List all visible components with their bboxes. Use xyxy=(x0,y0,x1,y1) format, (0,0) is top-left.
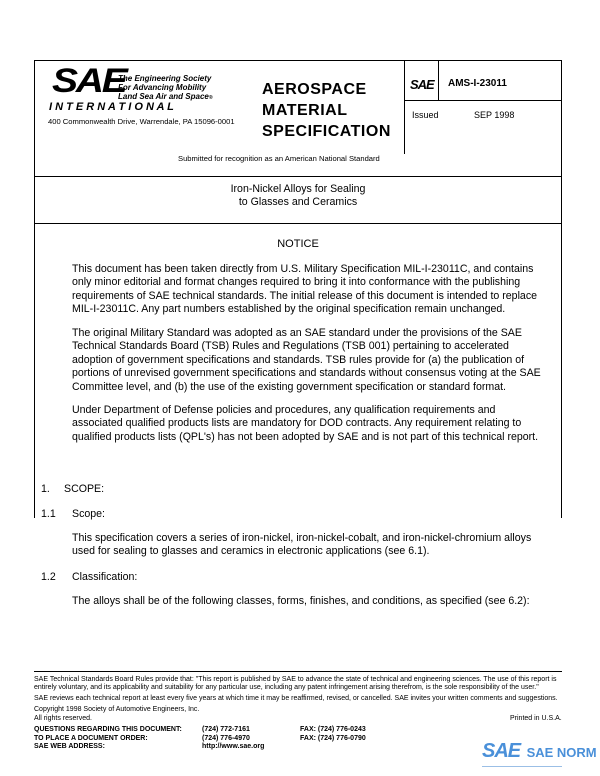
notice-paragraph-3: Under Department of Defense policies and procedures, any qualification requirements and associated qualified products lists are mandatory for DOD contracts. Any requirement relating to qualified products lists (QPL's) has not been adopted by SAE and is not part of this technical report. xyxy=(72,404,539,443)
spec-line3: SPECIFICATION xyxy=(262,123,391,140)
header-left-border xyxy=(34,60,35,518)
header-number-divider xyxy=(404,100,561,101)
contact-labels xyxy=(34,726,182,752)
issued-label: Issued xyxy=(412,110,439,120)
title-line2: to Glasses and Ceramics xyxy=(238,196,358,208)
header-top-border xyxy=(34,60,562,61)
notice-paragraph-1: This document has been taken directly from U.S. Military Specification MIL-I-23011C, and contains only minor editorial and format changes required to bring it into conformance with the publishing requirements of SAE technical standards. The initial release of this document is intended to replace MIL-I-23011C. Any part numbers established by the original specification remain unchanged. xyxy=(72,263,538,316)
contact-questions-label: QUESTIONS REGARDING THIS DOCUMENT: xyxy=(34,726,182,733)
contact-web-url[interactable]: http://www.sae.org xyxy=(202,743,265,750)
org-line1: The Engineering Society xyxy=(118,74,212,83)
contact-questions-fax: FAX: (724) 776-0243 xyxy=(300,726,366,733)
footer-rule xyxy=(34,671,562,672)
header-right-border xyxy=(561,60,562,518)
notice-paragraph-2: The original Military Standard was adopted as an SAE standard under the provisions of the SAE Technical Standards Board (TSB) Rules and Regulations (TSB 001) pertaining to accelerated adoption of government specifications and standards. TSB rules provide for (a) the publication of portions of unrevised government specifications and standards without consensus voting at the SAE Committee level, and (b) the use of the existing government specification or standard format. xyxy=(72,327,541,393)
sae-norm-text: SAE NORM xyxy=(526,745,597,760)
footer-printed: Printed in U.S.A. xyxy=(510,715,562,722)
sae-norm-underline xyxy=(482,766,562,767)
contact-order-fax: FAX: (724) 776-0790 xyxy=(300,734,366,742)
notice-heading: NOTICE xyxy=(277,238,319,250)
section-1-2-text: The alloys shall be of the following classes, forms, finishes, and conditions, as specified (see 6.2): xyxy=(72,595,530,607)
section-1-title: SCOPE: xyxy=(64,483,105,495)
title-bottom-border xyxy=(34,223,562,224)
sae-norm-logo-mark: SAE xyxy=(482,740,521,762)
header-bottom-border xyxy=(34,176,562,177)
doc-number: AMS-I-23011 xyxy=(448,78,507,89)
spec-line1: AEROSPACE xyxy=(262,81,367,98)
footer-copyright: Copyright 1998 Society of Automotive Engineers, Inc. xyxy=(34,706,200,713)
contact-order-phone: (724) 776-4970 xyxy=(202,734,250,742)
title-line1: Iron-Nickel Alloys for Sealing xyxy=(230,183,366,195)
international-wordmark: I N T E R N A T I O N A L xyxy=(49,101,174,113)
sae-address: 400 Commonwealth Drive, Warrendale, PA 15096-0001 xyxy=(48,117,235,126)
number-divider xyxy=(438,60,439,100)
footer-rights: All rights reserved. xyxy=(34,715,92,722)
footer-disclaimer-1: SAE Technical Standards Board Rules provide that: "This report is published by SAE to advance the state of technical and engineering sciences. The use of this report is entirely voluntary, and its applicability and suitability for any particular use, including any patent infringement arising therefrom, is the sole responsibility of the user." xyxy=(34,676,557,691)
spec-type xyxy=(262,79,391,142)
header-divider xyxy=(404,60,405,154)
section-1-number: 1. xyxy=(41,483,50,495)
contact-faxes xyxy=(300,726,366,743)
section-1-1-text: This specification covers a series of iron-nickel, iron-nickel-cobalt, and iron-nickel-chromium alloys used for sealing to glasses and ceramics in electronic applications (see 6.1). xyxy=(72,532,532,558)
section-1-1-title: Scope: xyxy=(72,508,105,520)
sae-norm-logo xyxy=(482,740,597,763)
org-line2: For Advancing Mobility xyxy=(118,83,207,92)
section-1-2-title: Classification: xyxy=(72,571,138,583)
footer-disclaimer-2: SAE reviews each technical report at least every five years at which time it may be reaffirmed, revised, or cancelled. SAE invites your written comments and suggestions. xyxy=(34,695,558,702)
contact-order-label: TO PLACE A DOCUMENT ORDER: xyxy=(34,734,148,742)
contact-phones xyxy=(202,726,264,752)
contact-web-label: SAE WEB ADDRESS: xyxy=(34,743,105,750)
small-sae-logo: SAE xyxy=(410,77,434,92)
org-tagline xyxy=(118,74,213,103)
contact-questions-phone: (724) 772-7161 xyxy=(202,726,250,733)
submitted-note: Submitted for recognition as an American National Standard xyxy=(178,154,380,163)
section-1-1-number: 1.1 xyxy=(41,508,56,520)
issued-date: SEP 1998 xyxy=(474,110,515,120)
spec-line2: MATERIAL xyxy=(262,102,348,119)
org-line3: Land Sea Air and Space® xyxy=(118,92,213,101)
sae-logo: SAE xyxy=(52,62,126,100)
document-title xyxy=(34,183,562,209)
section-1-2-number: 1.2 xyxy=(41,571,56,583)
